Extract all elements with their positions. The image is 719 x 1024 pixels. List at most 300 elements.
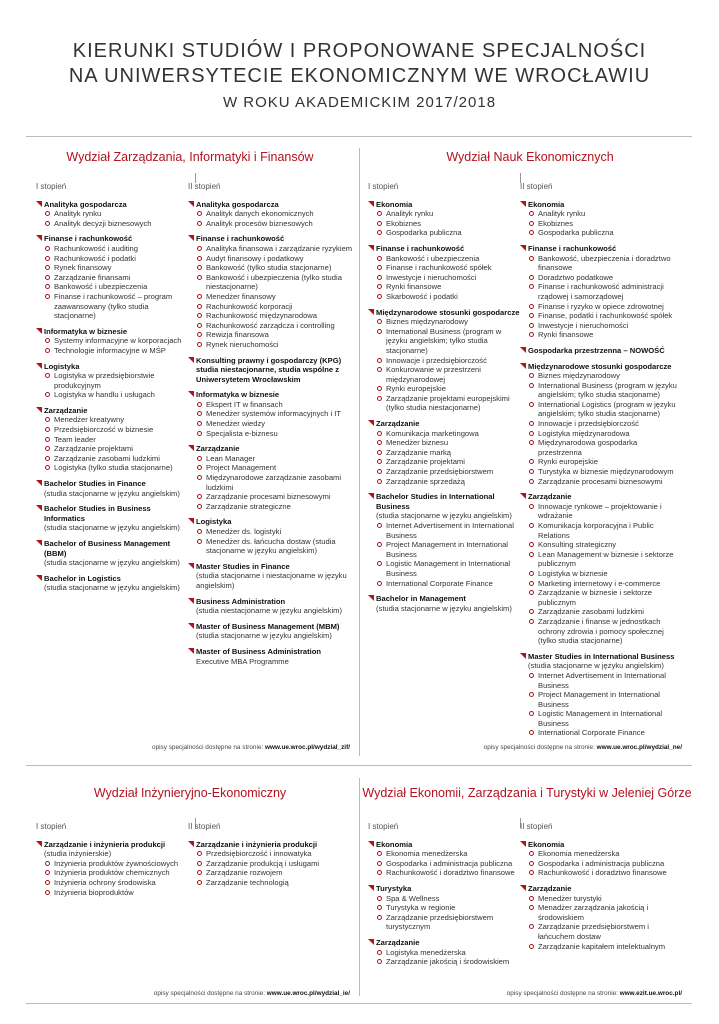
specialization-item	[520, 569, 682, 579]
major-name-text: Ekonomia	[376, 839, 413, 849]
faculty-footer	[370, 990, 682, 997]
specialization-item	[36, 219, 188, 229]
specialization-block	[520, 652, 682, 738]
specialization-item	[36, 454, 188, 464]
specialization-text: Project Management in International Business	[538, 690, 660, 709]
specialization-text: Konkurowanie w przestrzeni międzynarodowej	[386, 365, 481, 384]
specialization-item	[188, 473, 353, 492]
flag-marker-icon	[188, 201, 194, 207]
specialization-text: Team leader	[54, 434, 96, 444]
circle-bullet-icon	[529, 504, 534, 509]
specialization-text: Rachunkowość i doradztwo finansowe	[386, 868, 515, 878]
circle-bullet-icon	[45, 870, 50, 875]
major-name-text: Finanse i rachunkowość	[44, 234, 133, 244]
major-note: (studia stacjonarne w języku angielskim)	[44, 558, 180, 568]
circle-bullet-icon	[377, 950, 382, 955]
specialization-text: Internet Advertisement in International Business	[386, 521, 514, 540]
circle-bullet-icon	[529, 304, 534, 309]
specialization-text: Przedsiębiorczość i innowatyka	[206, 849, 312, 859]
specialization-text: Inżynieria produktów żywnościowych	[54, 858, 179, 868]
circle-bullet-icon	[197, 411, 202, 416]
circle-bullet-icon	[529, 924, 534, 929]
specialization-item	[188, 537, 353, 556]
flag-marker-icon	[188, 518, 194, 524]
specialization-item	[36, 282, 188, 292]
specialization-text: Menedżer ds. logistyki	[206, 527, 282, 536]
faculty-url-link[interactable]: www.ue.wroc.pl/wydzial_ie/	[266, 990, 350, 997]
specialization-text: International Business (program w języku angielskim; tylko studia stacjonarne)	[386, 326, 502, 355]
specialization-item	[188, 868, 353, 878]
circle-bullet-icon	[377, 469, 382, 474]
circle-bullet-icon	[45, 427, 50, 432]
column-second-cycle	[188, 822, 353, 894]
specialization-item	[520, 371, 682, 381]
flag-marker-icon	[520, 245, 526, 251]
specialization-text: Menedżer wiedzy	[206, 419, 266, 429]
specialization-text: Zarządzanie w biznesie i sektorze publicznym	[538, 588, 652, 607]
divider-middle	[26, 765, 692, 766]
specialization-item	[36, 390, 188, 400]
specialization-text: Gospodarka publiczna	[538, 228, 614, 238]
specialization-text: Menadżer zarządzania jakością i środowiskiem	[538, 903, 649, 922]
specialization-item	[368, 254, 520, 264]
specialization-text: Finanse i ryzyko w opiece zdrowotnej	[538, 301, 664, 311]
circle-bullet-icon	[377, 561, 382, 566]
major-name-text: Business Administration	[196, 596, 286, 606]
circle-bullet-icon	[377, 905, 382, 910]
circle-bullet-icon	[45, 246, 50, 251]
major-name	[36, 840, 188, 850]
circle-bullet-icon	[377, 523, 382, 528]
major-name	[520, 244, 682, 254]
specialization-text: Rachunkowość i podatki	[54, 253, 136, 263]
major-name	[36, 234, 188, 244]
footer-text: opisy specjalności dostępne na stronie:	[506, 990, 618, 997]
specialization-item	[368, 365, 520, 384]
specialization-text: Logistyka w biznesie	[538, 568, 608, 578]
flag-marker-icon	[36, 575, 42, 581]
specialization-text: Finanse, podatki i rachunkowość spółek	[538, 311, 673, 321]
circle-bullet-icon	[377, 542, 382, 547]
poster-title-line2: NA UNIWERSYTECIE EKONOMICZNYM WE WROCŁAWIU	[68, 65, 651, 87]
circle-bullet-icon	[197, 313, 202, 318]
specialization-text: Analityk rynku	[386, 209, 434, 219]
specialization-text: Ekonomia menedżerska	[386, 849, 468, 859]
specialization-block	[188, 390, 353, 438]
specialization-text: Zarządzanie projektami europejskimi (tylko studia niestacjonarne)	[386, 393, 510, 413]
major-name-text: Finanse i rachunkowość	[376, 243, 465, 253]
circle-bullet-icon	[529, 284, 534, 289]
major-name	[520, 652, 682, 662]
faculty-url-link[interactable]: www.ezit.ue.wroc.pl/	[619, 990, 682, 997]
circle-bullet-icon	[45, 265, 50, 270]
circle-bullet-icon	[529, 383, 534, 388]
major-name	[368, 938, 520, 948]
major-name-text: Informatyka w biznesie	[196, 390, 280, 400]
specialization-block	[36, 406, 188, 473]
circle-bullet-icon	[197, 475, 202, 480]
specialization-item	[188, 209, 353, 219]
specialization-item	[520, 467, 682, 477]
flag-marker-icon	[520, 363, 526, 369]
specialization-text: Specjalista e-biznesu	[206, 428, 278, 438]
specialization-text: Rynki europejskie	[538, 457, 598, 467]
circle-bullet-icon	[529, 459, 534, 464]
specialization-item	[188, 492, 353, 502]
circle-bullet-icon	[377, 396, 382, 401]
flag-marker-icon	[188, 623, 194, 629]
specialization-block	[36, 362, 188, 400]
specialization-text: Analityk danych ekonomicznych	[206, 209, 314, 219]
faculty-footer	[370, 744, 682, 751]
circle-bullet-icon	[45, 373, 50, 378]
circle-bullet-icon	[529, 619, 534, 624]
circle-bullet-icon	[529, 479, 534, 484]
specialization-item	[368, 292, 520, 302]
major-name	[368, 840, 520, 850]
column-heading: I stopień	[36, 822, 67, 831]
circle-bullet-icon	[529, 323, 534, 328]
circle-bullet-icon	[529, 402, 534, 407]
specialization-text: Bankowość i ubezpieczenia	[54, 282, 148, 292]
specialization-text: Project Management in International Business	[386, 540, 508, 559]
circle-bullet-icon	[529, 552, 534, 557]
specialization-item	[188, 292, 353, 302]
specialization-text: Zarządzanie i finanse w jednostkach ochrony zdrowia i pomocy społecznej (tylko studia stacjonarne)	[538, 616, 664, 646]
faculty-url-link[interactable]: www.ue.wroc.pl/wydzial_zif/	[265, 744, 350, 751]
specialization-item	[520, 228, 682, 238]
specialization-text: Rachunkowość i auditing	[54, 243, 139, 253]
major-name-text: Zarządzanie	[196, 444, 240, 454]
circle-bullet-icon	[377, 319, 382, 324]
specialization-item	[368, 317, 520, 327]
specialization-item	[36, 209, 188, 219]
circle-bullet-icon	[529, 221, 534, 226]
specialization-item	[188, 419, 353, 429]
specialization-text: Bankowość (tylko studia stacjonarne)	[206, 263, 332, 273]
specialization-item	[368, 209, 520, 219]
specialization-item	[368, 579, 520, 589]
circle-bullet-icon	[197, 265, 202, 270]
major-note: (studia inżynierskie)	[44, 849, 112, 859]
circle-bullet-icon	[45, 417, 50, 422]
major-name-text: Bachelor of Business Management (BBM)	[44, 539, 171, 558]
major-name	[188, 390, 353, 400]
specialization-item	[36, 888, 188, 898]
specialization-text: Finanse i rachunkowość administracji rządowej i samorządowej	[538, 282, 664, 301]
specialization-text: Lean Manager	[206, 453, 255, 463]
specialization-text: Rynki finansowe	[538, 330, 594, 340]
specialization-item	[36, 336, 188, 346]
circle-bullet-icon	[529, 469, 534, 474]
specialization-text: Analityka finansowa i zarządzanie ryzykiem	[206, 243, 353, 253]
circle-bullet-icon	[377, 479, 382, 484]
flag-marker-icon	[36, 480, 42, 486]
specialization-text: Zarządzanie zasobami ludzkimi	[538, 607, 644, 617]
circle-bullet-icon	[377, 221, 382, 226]
specialization-text: Doradztwo podatkowe	[538, 272, 614, 282]
circle-bullet-icon	[377, 870, 382, 875]
specialization-item	[368, 477, 520, 487]
major-name-text: Ekonomia	[528, 199, 565, 209]
specialization-text: Innowacje i przedsiębiorczość	[538, 419, 639, 429]
column-heading: I stopień	[36, 182, 67, 191]
flag-marker-icon	[36, 841, 42, 847]
specialization-text: Finanse i rachunkowość spółek	[386, 263, 492, 273]
specialization-item	[188, 409, 353, 419]
circle-bullet-icon	[377, 959, 382, 964]
circle-bullet-icon	[529, 313, 534, 318]
specialization-item	[36, 425, 188, 435]
faculty-url-link[interactable]: www.ue.wroc.pl/wydzial_ne/	[596, 744, 682, 751]
major-name	[188, 200, 353, 210]
specialization-text: Zarządzanie procesami biznesowymi	[538, 476, 663, 486]
circle-bullet-icon	[377, 265, 382, 270]
major-name-text: Logistyka	[44, 361, 80, 371]
circle-bullet-icon	[197, 256, 202, 261]
specialization-text: Systemy informacyjne w korporacjach	[54, 336, 182, 346]
specialization-text: Ekspert IT w finansach	[206, 399, 283, 409]
major-name	[188, 356, 353, 385]
specialization-text: Logistyka w handlu i usługach	[54, 390, 155, 400]
major-name-text: Zarządzanie	[528, 492, 572, 502]
specialization-item	[36, 292, 188, 321]
specialization-text: Bankowość i ubezpieczenia	[386, 253, 480, 263]
specialization-text: Rynek finansowy	[54, 263, 112, 273]
major-name-text: Analityka gospodarcza	[44, 199, 127, 209]
specialization-item	[520, 849, 682, 859]
specialization-text: Rynek nieruchomości	[206, 339, 279, 349]
specialization-item	[188, 502, 353, 512]
specialization-text: Gospodarka publiczna	[386, 228, 462, 238]
flag-marker-icon	[520, 347, 526, 353]
specialization-item	[520, 617, 682, 646]
major-name	[520, 884, 682, 894]
major-name	[36, 406, 188, 416]
specialization-item	[36, 263, 188, 273]
specialization-text: International Corporate Finance	[386, 578, 493, 588]
specialization-text: Komunikacja marketingowa	[386, 428, 479, 438]
specialization-block	[188, 840, 353, 888]
circle-bullet-icon	[377, 459, 382, 464]
major-name-text: Master Studies in Finance	[196, 561, 290, 571]
specialization-item	[520, 709, 682, 728]
specialization-block	[368, 244, 520, 302]
circle-bullet-icon	[529, 673, 534, 678]
major-name	[188, 622, 353, 632]
specialization-item	[520, 419, 682, 429]
flag-marker-icon	[368, 493, 374, 499]
flag-marker-icon	[36, 201, 42, 207]
major-name-text: Ekonomia	[528, 839, 565, 849]
major-name-text: Zarządzanie	[376, 937, 420, 947]
circle-bullet-icon	[45, 446, 50, 451]
major-name-text: Międzynarodowe stosunki gospodarcze	[528, 361, 672, 371]
specialization-item	[520, 254, 682, 273]
specialization-text: Innowacje i przedsiębiorczość	[386, 355, 487, 365]
specialization-text: International Logistics (program w języku angielskim; tylko studia stacjonarne)	[538, 399, 676, 419]
specialization-text: Innowacje rynkowe – projektowanie i wdrażanie	[538, 501, 662, 521]
circle-bullet-icon	[529, 905, 534, 910]
major-name	[368, 594, 520, 604]
major-name-text: Zarządzanie i inżynieria produkcji	[44, 839, 166, 849]
circle-bullet-icon	[529, 523, 534, 528]
major-name-text: Bachelor Studies in International Business	[376, 492, 495, 511]
divider-top	[26, 136, 692, 137]
circle-bullet-icon	[197, 332, 202, 337]
circle-bullet-icon	[45, 437, 50, 442]
specialization-text: Menedżer kreatywny	[54, 415, 125, 425]
circle-bullet-icon	[377, 581, 382, 586]
specialization-block	[188, 647, 353, 666]
specialization-item	[368, 394, 520, 413]
major-note: (studia stacjonarne w języku angielskim)	[528, 661, 664, 671]
specialization-block	[36, 327, 188, 356]
footer-text: opisy specjalności dostępne na stronie:	[483, 744, 595, 751]
specialization-text: Zarządzanie projektami	[54, 444, 133, 454]
specialization-text: Lean Management w biznesie i sektorze publicznym	[538, 549, 674, 569]
major-name-text: Zarządzanie	[528, 883, 572, 893]
specialization-item	[188, 219, 353, 229]
specialization-text: Rewizja finansowa	[206, 330, 269, 340]
specialization-text: Zarządzanie strategiczne	[206, 501, 291, 511]
specialization-item	[36, 254, 188, 264]
circle-bullet-icon	[45, 284, 50, 289]
major-note: (studia stacjonarne w języku angielskim)	[376, 603, 512, 613]
specialization-text: Przedsiębiorczość w biznesie	[54, 425, 154, 435]
specialization-item	[368, 356, 520, 366]
specialization-item	[188, 244, 353, 254]
circle-bullet-icon	[377, 230, 382, 235]
specialization-text: Zarządzanie przedsiębiorstwem	[386, 467, 494, 477]
specialization-item	[520, 521, 682, 540]
circle-bullet-icon	[45, 465, 50, 470]
specialization-text: Inżynieria produktów chemicznych	[54, 868, 170, 878]
specialization-block	[368, 938, 520, 967]
specialization-item	[36, 346, 188, 356]
specialization-item	[368, 384, 520, 394]
column-first-cycle	[368, 182, 520, 619]
circle-bullet-icon	[529, 944, 534, 949]
specialization-text: Logistyka (tylko studia stacjonarne)	[54, 463, 173, 473]
specialization-item	[368, 448, 520, 458]
specialization-item	[520, 381, 682, 400]
flag-marker-icon	[368, 939, 374, 945]
circle-bullet-icon	[45, 256, 50, 261]
specialization-item	[368, 467, 520, 477]
specialization-text: Inwestycje i nieruchomości	[386, 272, 477, 282]
footer-text: opisy specjalności dostępne na stronie:	[153, 990, 265, 997]
flag-marker-icon	[36, 505, 42, 511]
specialization-text: Turystyka w regionie	[386, 903, 456, 913]
circle-bullet-icon	[45, 456, 50, 461]
specialization-item	[368, 868, 520, 878]
specialization-block	[520, 362, 682, 487]
specialization-item	[520, 321, 682, 331]
major-name	[188, 647, 353, 657]
flag-marker-icon	[368, 309, 374, 315]
specialization-item	[368, 859, 520, 869]
major-name-text: Międzynarodowe stosunki gospodarcze	[376, 307, 520, 317]
faculty-title: Wydział Zarządzania, Informatyki i Finansów	[66, 150, 314, 164]
flag-marker-icon	[36, 540, 42, 546]
circle-bullet-icon	[45, 861, 50, 866]
major-name-text: Turystyka	[376, 883, 412, 893]
specialization-text: Menedżer biznesu	[386, 438, 449, 448]
circle-bullet-icon	[377, 861, 382, 866]
major-name	[36, 539, 188, 558]
specialization-item	[520, 859, 682, 869]
flag-marker-icon	[520, 885, 526, 891]
specialization-item	[520, 588, 682, 607]
flag-marker-icon	[36, 407, 42, 413]
circle-bullet-icon	[377, 450, 382, 455]
major-name-text: Zarządzanie i inżynieria produkcji	[196, 839, 318, 849]
specialization-item	[368, 327, 520, 356]
circle-bullet-icon	[529, 581, 534, 586]
circle-bullet-icon	[377, 440, 382, 445]
specialization-text: Biznes międzynarodowy	[386, 317, 468, 327]
specialization-item	[520, 438, 682, 457]
specialization-text: Zarządzanie finansami	[54, 272, 131, 282]
circle-bullet-icon	[197, 431, 202, 436]
major-name-text: Finanse i rachunkowość	[528, 243, 617, 253]
specialization-item	[188, 321, 353, 331]
major-name-text: Logistyka	[196, 517, 232, 527]
major-name-text: Master Studies in International Business	[528, 651, 675, 661]
specialization-item	[520, 330, 682, 340]
circle-bullet-icon	[197, 294, 202, 299]
major-name-text: Finanse i rachunkowość	[196, 234, 285, 244]
circle-bullet-icon	[377, 275, 382, 280]
specialization-item	[36, 244, 188, 254]
specialization-item	[368, 903, 520, 913]
specialization-item	[36, 463, 188, 473]
specialization-text: Zarządzanie produkcją i usługami	[206, 858, 320, 868]
column-second-cycle	[188, 182, 353, 672]
specialization-block	[36, 234, 188, 320]
specialization-item	[368, 228, 520, 238]
flag-marker-icon	[368, 885, 374, 891]
specialization-item	[36, 878, 188, 888]
specialization-item	[520, 540, 682, 550]
specialization-block	[36, 200, 188, 229]
specialization-item	[368, 913, 520, 932]
circle-bullet-icon	[529, 730, 534, 735]
specialization-item	[188, 311, 353, 321]
circle-bullet-icon	[45, 221, 50, 226]
major-name-text: Gospodarka przestrzenna – NOWOŚĆ	[528, 345, 665, 355]
major-name	[36, 574, 188, 584]
circle-bullet-icon	[377, 896, 382, 901]
faculty-title: Wydział Ekonomii, Zarządzania i Turystyki w Jeleniej Górze	[362, 786, 692, 800]
specialization-item	[36, 444, 188, 454]
specialization-text: Analityk procesów biznesowych	[206, 218, 313, 228]
specialization-item	[368, 263, 520, 273]
major-note: (studia niestacjonarne w języku angielskim)	[196, 606, 343, 616]
major-name-text: Konsulting prawny i gospodarczy (KPG) studia niestacjonarne, studia wspólne z Uniwersytetem Wrocławskim	[196, 355, 342, 384]
specialization-item	[368, 521, 520, 540]
faculty-title: Wydział Inżynieryjno-Ekonomiczny	[93, 786, 287, 800]
divider-vertical-top	[359, 148, 360, 756]
flag-marker-icon	[368, 245, 374, 251]
divider-vertical-bottom	[359, 778, 360, 996]
specialization-text: Ekobiznes	[386, 218, 422, 228]
major-note: (studia stacjonarne w języku angielskim)	[196, 631, 332, 641]
major-name-text: Zarządzanie	[44, 405, 88, 415]
specialization-block	[520, 200, 682, 238]
specialization-item	[520, 894, 682, 904]
